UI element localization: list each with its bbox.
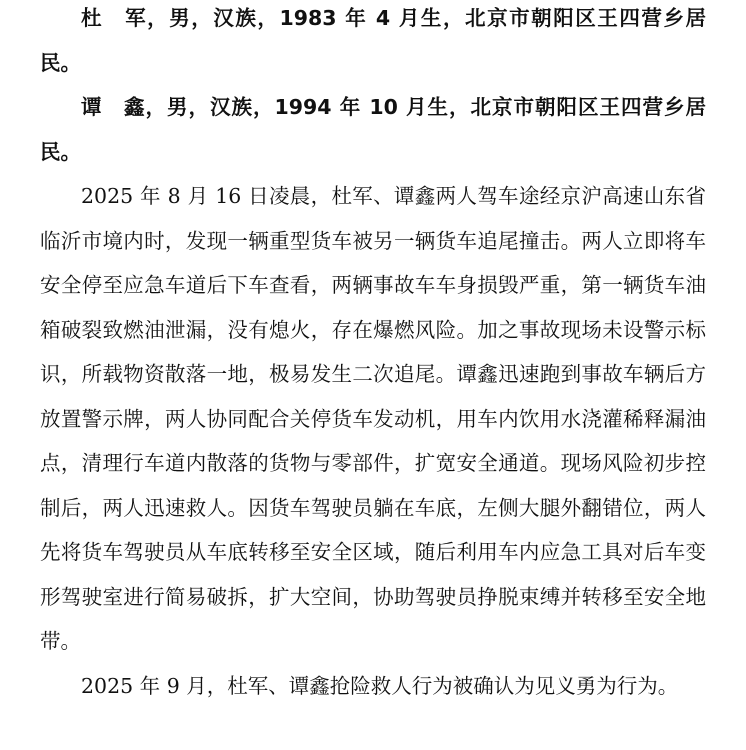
person-entry: [40, 0, 706, 85]
incident-paragraph: 2025 年 8 月 16 日凌晨，杜军、谭鑫两人驾车途经京沪高速山东省临沂市境内时，发现一辆重型货车被另一辆货车追尾撞击。两人立即将车安全停至应急车道后下车查看，两辆事故车车身损毁严重，第一辆货车油箱破裂致燃油泄漏，没有熄火，存在爆燃风险。加之事故现场未设警示标识，所载物资散落一地，极易发生二次追尾。谭鑫迅速跑到事故车辆后方放置警示牌，两人协同配合关停货车发动机，用车内饮用水浇灌稀释漏油点，清理行车道内散落的货物与零部件，扩宽安全通道。现场风险初步控制后，两人迅速救人。因货车驾驶员躺在车底，左侧大腿外翻错位，两人先将货车驾驶员从车底转移至安全区域，随后利用车内应急工具对后车变形驾驶室进行简易破拆，扩大空间，协助驾驶员挣脱束缚并转移至安全地带。: [40, 184, 706, 653]
person-bio: ，男，汉族，1994 年 10 月生，北京市朝阳区王四营乡居民。: [40, 95, 706, 164]
person-name: 谭 鑫: [81, 95, 146, 119]
person-bio: ，男，汉族，1983 年 4 月生，北京市朝阳区王四营乡居民。: [40, 6, 707, 75]
recognition-paragraph: 2025 年 9 月，杜军、谭鑫抢险救人行为被确认为见义勇为行为。: [81, 673, 679, 698]
document-body: [40, 0, 706, 708]
person-name: 杜 军: [81, 6, 148, 30]
person-entry: [40, 85, 706, 174]
